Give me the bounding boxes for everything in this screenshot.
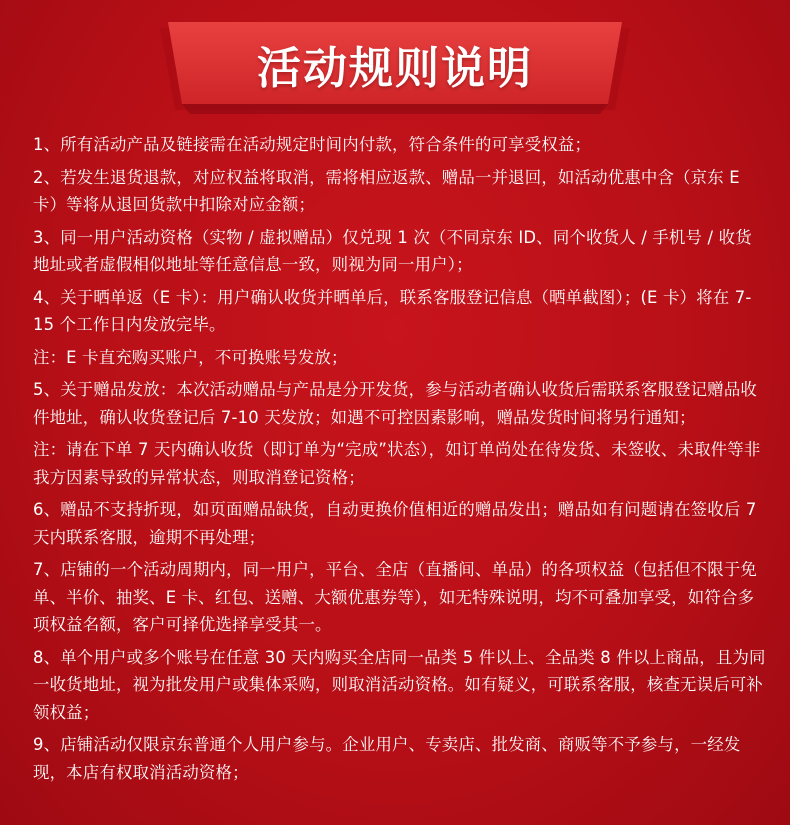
rule-item-3: 3、同一用户活动资格（实物 / 虚拟赠品）仅兑现 1 次（不同京东 ID、同个收货人 / 手机号 / 收货地址或者虚假相似地址等任意信息一致，则视为同一用户）； [33, 227, 752, 274]
rule-item-2: 2、若发生退货退款，对应权益将取消，需将相应返款、赠品一并退回，如活动优惠中含（京东 E 卡）等将从退回货款中扣除对应金额； [33, 167, 740, 214]
rule-item-5: 5、关于赠品发放：本次活动赠品与产品是分开发货，参与活动者确认收货后需联系客服登记赠品收件地址，确认收货登记后 7-10 天发放；如遇不可控因素影响，赠品发货时间将另行通知； [33, 380, 758, 427]
page-title: 活动规则说明 [257, 43, 533, 94]
rule-note-confirm: 注：请在下单 7 天内确认收货（即订单为“完成”状态），如订单尚处在待发货、未签收、未取件等非我方因素导致的异常状态，则取消登记资格； [33, 440, 761, 487]
rule-item-4: 4、关于晒单返（E 卡）：用户确认收货并晒单后，联系客服登记信息（晒单截图）；(E 卡）将在 7-15 个工作日内发放完毕。 [33, 287, 752, 334]
rules-list [33, 131, 768, 791]
rule-item-6: 6、赠品不支持折现，如页面赠品缺货，自动更换价值相近的赠品发出；赠品如有问题请在签收后 7 天内联系客服，逾期不再处理； [33, 500, 757, 547]
rule-item-9: 9、店铺活动仅限京东普通个人用户参与。企业用户、专卖店、批发商、商贩等不予参与，一经发现，本店有权取消活动资格； [33, 735, 741, 782]
rule-item-8: 8、单个用户或多个账号在任意 30 天内购买全店同一品类 5 件以上、全品类 8 件以上商品，且为同一收货地址，视为批发用户或集体采购，则取消活动资格。如有疑义，可联系客服，核查无误后可补领权益； [33, 647, 766, 722]
rule-item-1: 1、所有活动产品及链接需在活动规定时间内付款，符合条件的可享受权益； [33, 135, 592, 154]
rule-item-7: 7、店铺的一个活动周期内，同一用户，平台、全店（直播间、单品）的各项权益（包括但不限于免单、半价、抽奖、E 卡、红包、送赠、大额优惠券等），如无特殊说明，均不可叠加享受，如符合多项权益名额，客户可择优选择享受其一。 [33, 560, 758, 634]
rule-note-ecard: 注：E 卡直充购买账户，不可换账号发放； [33, 347, 348, 367]
title-banner [160, 18, 630, 118]
